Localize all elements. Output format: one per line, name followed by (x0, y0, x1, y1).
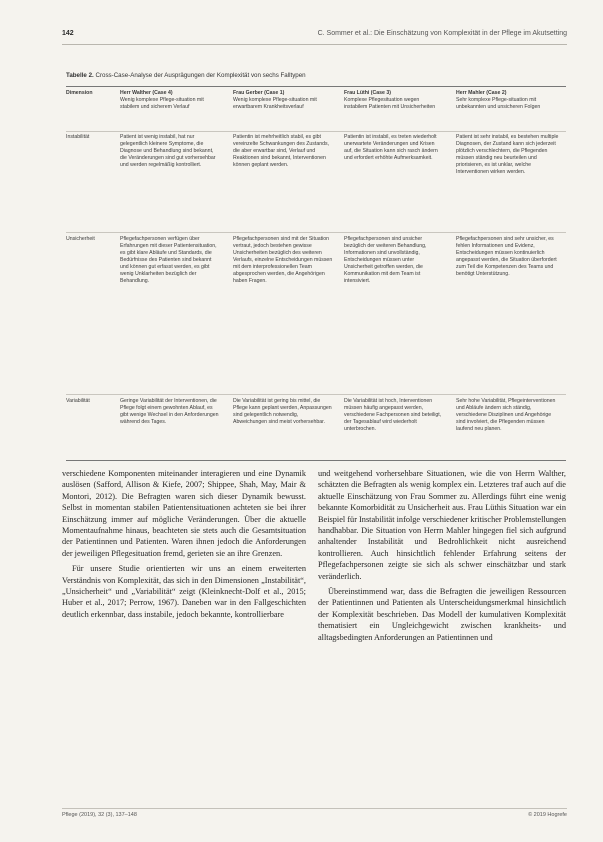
table-row-instabilitaet (66, 134, 566, 230)
column-title: Herr Walther (Case 4) (120, 90, 173, 96)
table-row-unsicherheit (66, 236, 566, 390)
table-cell: Patient ist wenig instabil, hat nur gelegentlich kleinere Symptome, die Diagnose und Behandlung sind bekannt, die Veränderungen sind gut vorhersehbar und werden regelmäßig kontrolliert. (120, 134, 216, 168)
footer-citation: Pflege (2019), 32 (3), 137–148 (62, 812, 137, 818)
table-caption-label: Tabelle 2. (66, 72, 94, 79)
table-row-label: Variabilität (66, 398, 90, 404)
table-row-label: Unsicherheit (66, 236, 95, 242)
table-row-divider (66, 131, 566, 132)
running-header-text: C. Sommer et al.: Die Einschätzung von Komplexität in der Pflege im Akutsetting (317, 30, 567, 37)
header-divider (62, 44, 567, 45)
table-cell: Sehr hohe Variabilität, Pflegeinterventionen und Abläufe ändern sich ständig, verschiedene Disziplinen und Angehörige sind involviert, die Pflegenden müssen laufend neu planen. (456, 398, 556, 432)
table-row-divider (66, 232, 566, 233)
body-column-left (62, 468, 306, 624)
column-title: Frau Lüthi (Case 3) (344, 90, 391, 96)
table-row-variabilitaet (66, 398, 566, 456)
page-footer (62, 812, 567, 822)
table-header-dimension: Dimension (66, 90, 93, 96)
table-cell: Pflegefachpersonen sind mit der Situation vertraut, jedoch bestehen gewisse Unsicherheiten bezüglich des weiteren Verlaufs, einzelne Entscheidungen müssen mit dem interprofessionellen Team abgesprochen werden, die Angehörigen haben Fragen. (233, 236, 333, 284)
column-title: Herr Mahler (Case 2) (456, 90, 507, 96)
table-header-case-1 (233, 90, 333, 111)
body-paragraph: verschiedene Komponenten miteinander interagieren und eine Dynamik auslösen (Safford, Allison & Kiefe, 2007; Shippee, Shah, May, Mair & Montori, 2012). Die Befragten waren sich dieser Dynamik bewusst. Selbst in momentan stabilen Patientensituationen achteten sie bei ihrer Einschätzung immer auf mögliche Veränderungen. Über die aktuelle Momentaufnahme hinaus, beachteten sie stets auch die Gesamtsituation der Patientinnen und Patienten. Waren ihnen jedoch die Anforderungen der jeweiligen Pflegesituation fremd, gerieten sie an ihre Grenzen. (62, 469, 306, 558)
running-header (62, 30, 567, 42)
table-cell: Die Variabilität ist hoch, Interventionen müssen häufig angepasst werden, verschiedene Fachpersonen sind beteiligt, der Tagesablauf wird wiederholt unterbrochen. (344, 398, 442, 432)
table-cell: Pflegefachpersonen sind sehr unsicher, es fehlen Informationen und Evidenz, Entscheidungen müssen kontinuierlich angepasst werden, die Situation überfordert zum Teil die Kompetenzen des Teams und benötigt Unterstützung. (456, 236, 557, 277)
table-row-divider (66, 394, 566, 395)
column-subtitle: Komplexe Pflegesituation wegen instabilem Patienten mit Unsicherheiten (344, 97, 436, 110)
body-paragraph: Übereinstimmend war, dass die Befragten die jeweiligen Ressourcen der Patientinnen und Patienten als Unterscheidungsmerkmal hinsichtlich der Komplexität beschrieben. Das Modell der kumulativen Komplexität thematisiert ein Ungleichgewicht zwischen krankheits- und alltagsbedingten Anforderungen an Patientinnen und (318, 587, 566, 642)
body-column-right (318, 468, 566, 647)
table-cell: Geringe Variabilität der Interventionen, die Pflege folgt einem gewohnten Ablauf, es gibt wenige Wechsel in den Anforderungen während des Tages. (120, 398, 219, 425)
table-row-label: Instabilität (66, 134, 90, 140)
body-paragraph: Für unsere Studie orientierten wir uns an einem erweiterten Verständnis von Komplexität, das sich in den Dimensionen „Instabilität“, „Unsicherheit“ und „Variabilität“ zeigt (Kleinknecht-Dolf et al., 2015; Huber et al., 2017; Perrow, 1967). Daneben war in den Fallgeschichten deutlich erkennbar, dass instabile, jedoch bekannte, kontrollierbare (62, 564, 306, 619)
table-header-case-4 (120, 90, 220, 111)
table-cell: Patientin ist mehrheitlich stabil, es gibt vereinzelte Schwankungen des Zustands, die aber erwartbar sind, Verlauf und Reaktionen sind bekannt, Interventionen können geplant werden. (233, 134, 330, 168)
column-subtitle: Wenig komplexe Pflege-situation mit erwartbarem Krankheitsverlauf (233, 97, 317, 110)
footer-copyright: © 2019 Hogrefe (528, 812, 567, 818)
table-header-case-3 (344, 90, 444, 111)
body-paragraph: und weitgehend vorhersehbare Situationen, wie die von Herrn Walther, schätzten die Befragten als wenig komplex ein. Letzteres traf auch auf die aktuelle Einschätzung von Frau Sommer zu. Allerdings führt eine wenig bekannte Komorbidität zu Unsicherheit aus. Frau Lüthis Situation war ein Beispiel für Instabilität infolge verschiedener kritischer Problemstellungen handhabbar. Die Situation von Herrn Mahler hingegen fiel sich aufgrund anhaltender Instabilität und Bedrohlichkeit nicht ausreichend kontrollieren. Auch hinsichtlich fehlender Erfahrung seitens der Pflegefachpersonen zeigte sie sich als schwer einschätzbar und stark veränderlich. (318, 469, 566, 581)
table-header-row (66, 90, 566, 130)
table-caption-text: Cross-Case-Analyse der Ausprägungen der Komplexität von sechs Falltypen (95, 72, 306, 79)
footer-divider (62, 808, 567, 809)
table-cell: Pflegefachpersonen sind unsicher bezüglich der weiteren Behandlung, Informationen sind unvollständig, Entscheidungen müssen unter Unsicherheit getroffen werden, die Kommunikation mit dem Team ist intensiviert. (344, 236, 427, 284)
table-header-case-2 (456, 90, 562, 111)
table-cell: Patientin ist instabil, es treten wiederholt unerwartete Veränderungen und Krisen auf, die Situation kann sich rasch ändern und erfordert erhöhte Aufmerksamkeit. (344, 134, 438, 161)
page-number: 142 (62, 30, 74, 37)
column-subtitle: Wenig komplexe Pflege-situation mit stabilem und sicherem Verlauf (120, 97, 204, 110)
table-caption (66, 72, 566, 80)
column-subtitle: Sehr komplexe Pflege-situation mit unbekannten und unsicheren Folgen (456, 97, 541, 110)
table-cell: Pflegefachpersonen verfügen über Erfahrungen mit dieser Patientensituation, es gibt klare Abläufe und Standards, die Bedürfnisse des Patienten sind bekannt und können gut erfasst werden, es gibt wenig Unklarheiten bezüglich der Behandlung. (120, 236, 217, 284)
table-top-rule (66, 86, 566, 87)
column-title: Frau Gerber (Case 1) (233, 90, 285, 96)
table-cell: Patient ist sehr instabil, es bestehen multiple Diagnosen, der Zustand kann sich jederzeit plötzlich verschlechtern, die Pflegenden müssen ständig neu beurteilen und priorisieren, es ist unklar, welche Interventionen wirken werden. (456, 134, 559, 175)
table-cell: Die Variabilität ist gering bis mittel, die Pflege kann geplant werden, Anpassungen sind gelegentlich notwendig, Abweichungen sind meist vorhersehbar. (233, 398, 332, 425)
table-bottom-rule (66, 460, 566, 461)
